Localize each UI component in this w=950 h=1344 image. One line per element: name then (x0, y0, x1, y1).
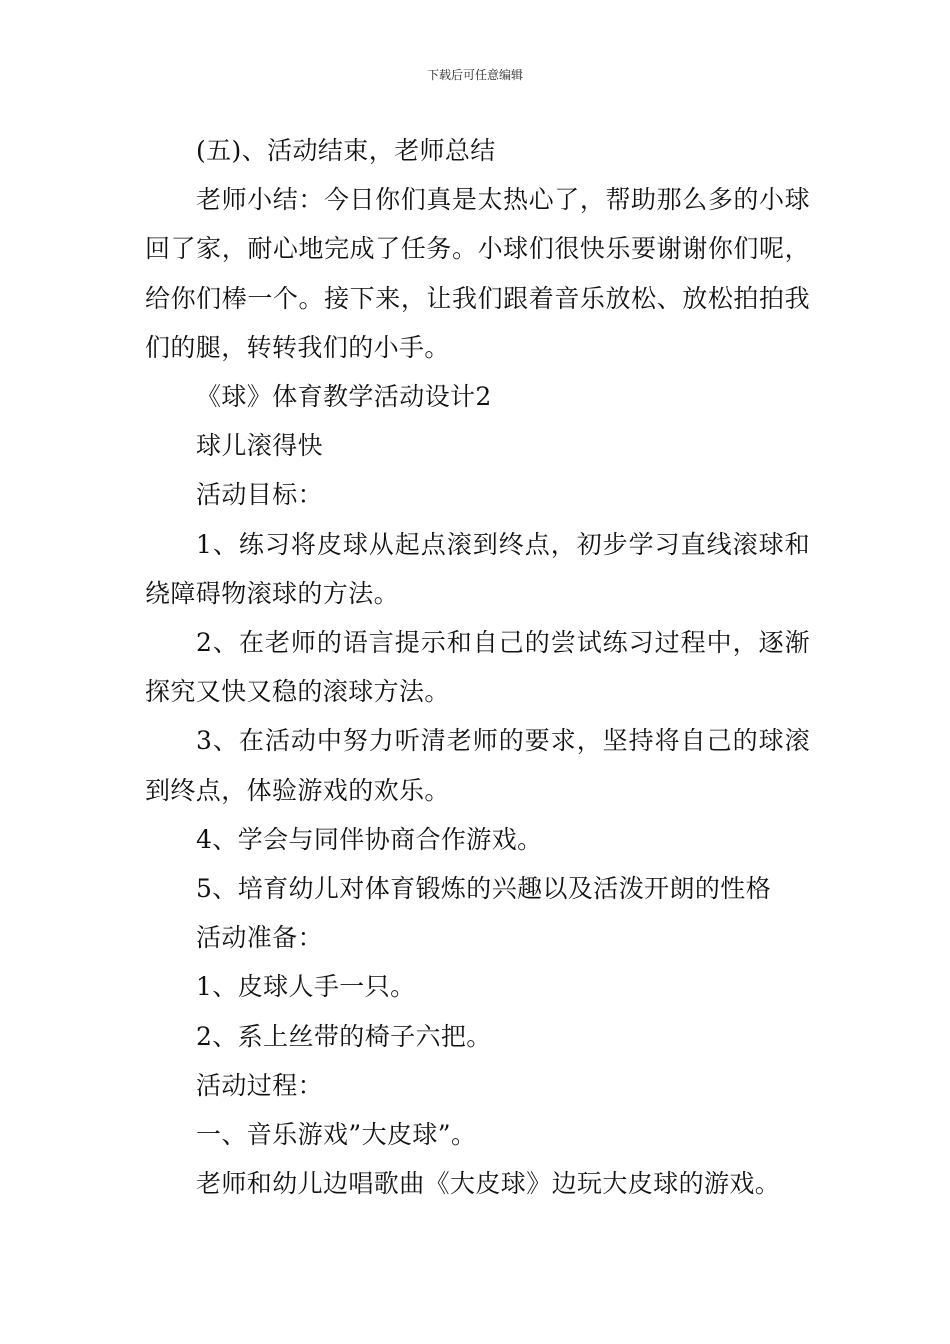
list-item: 5、培育幼儿对体育锻炼的兴趣以及活泼开朗的性格 (196, 874, 772, 904)
list-item: 1、皮球人手一只。 (196, 972, 416, 1002)
paragraph: 老师小结：今日你们真是太热心了，帮助那么多的小球回了家，耐心地完成了任务。小球们很快乐要谢谢你们呢，给你们棒一个。接下来，让我们跟着音乐放松、放松拍拍我们的腿，转转我们的小手。 (145, 185, 810, 362)
section-heading: 活动准备： (196, 923, 324, 953)
section-heading: 活动过程： (196, 1070, 324, 1100)
section-heading: 活动目标： (196, 480, 324, 510)
list-item: 2、在老师的语言提示和自己的尝试练习过程中，逐渐探究又快又稳的滚球方法。 (145, 628, 810, 707)
list-item: 2、系上丝带的椅子六把。 (196, 1021, 492, 1051)
list-item: 4、学会与同伴协商合作游戏。 (196, 824, 543, 854)
document-body (145, 126, 810, 1208)
list-item: 1、练习将皮球从起点滚到终点，初步学习直线滚球和绕障碍物滚球的方法。 (145, 529, 810, 608)
page-header-note: 下载后可任意编辑 (426, 68, 523, 82)
step-heading: 一、音乐游戏”大皮球”。 (196, 1120, 477, 1150)
section-heading: (五)、活动结束，老师总结 (196, 136, 496, 165)
activity-name: 球儿滚得快 (196, 431, 324, 461)
paragraph: 老师和幼儿边唱歌曲《大皮球》边玩大皮球的游戏。 (196, 1169, 781, 1199)
document-title: 《球》体育教学活动设计2 (196, 382, 492, 412)
list-item: 3、在活动中努力听清老师的要求，坚持将自己的球滚到终点，体验游戏的欢乐。 (145, 726, 810, 805)
